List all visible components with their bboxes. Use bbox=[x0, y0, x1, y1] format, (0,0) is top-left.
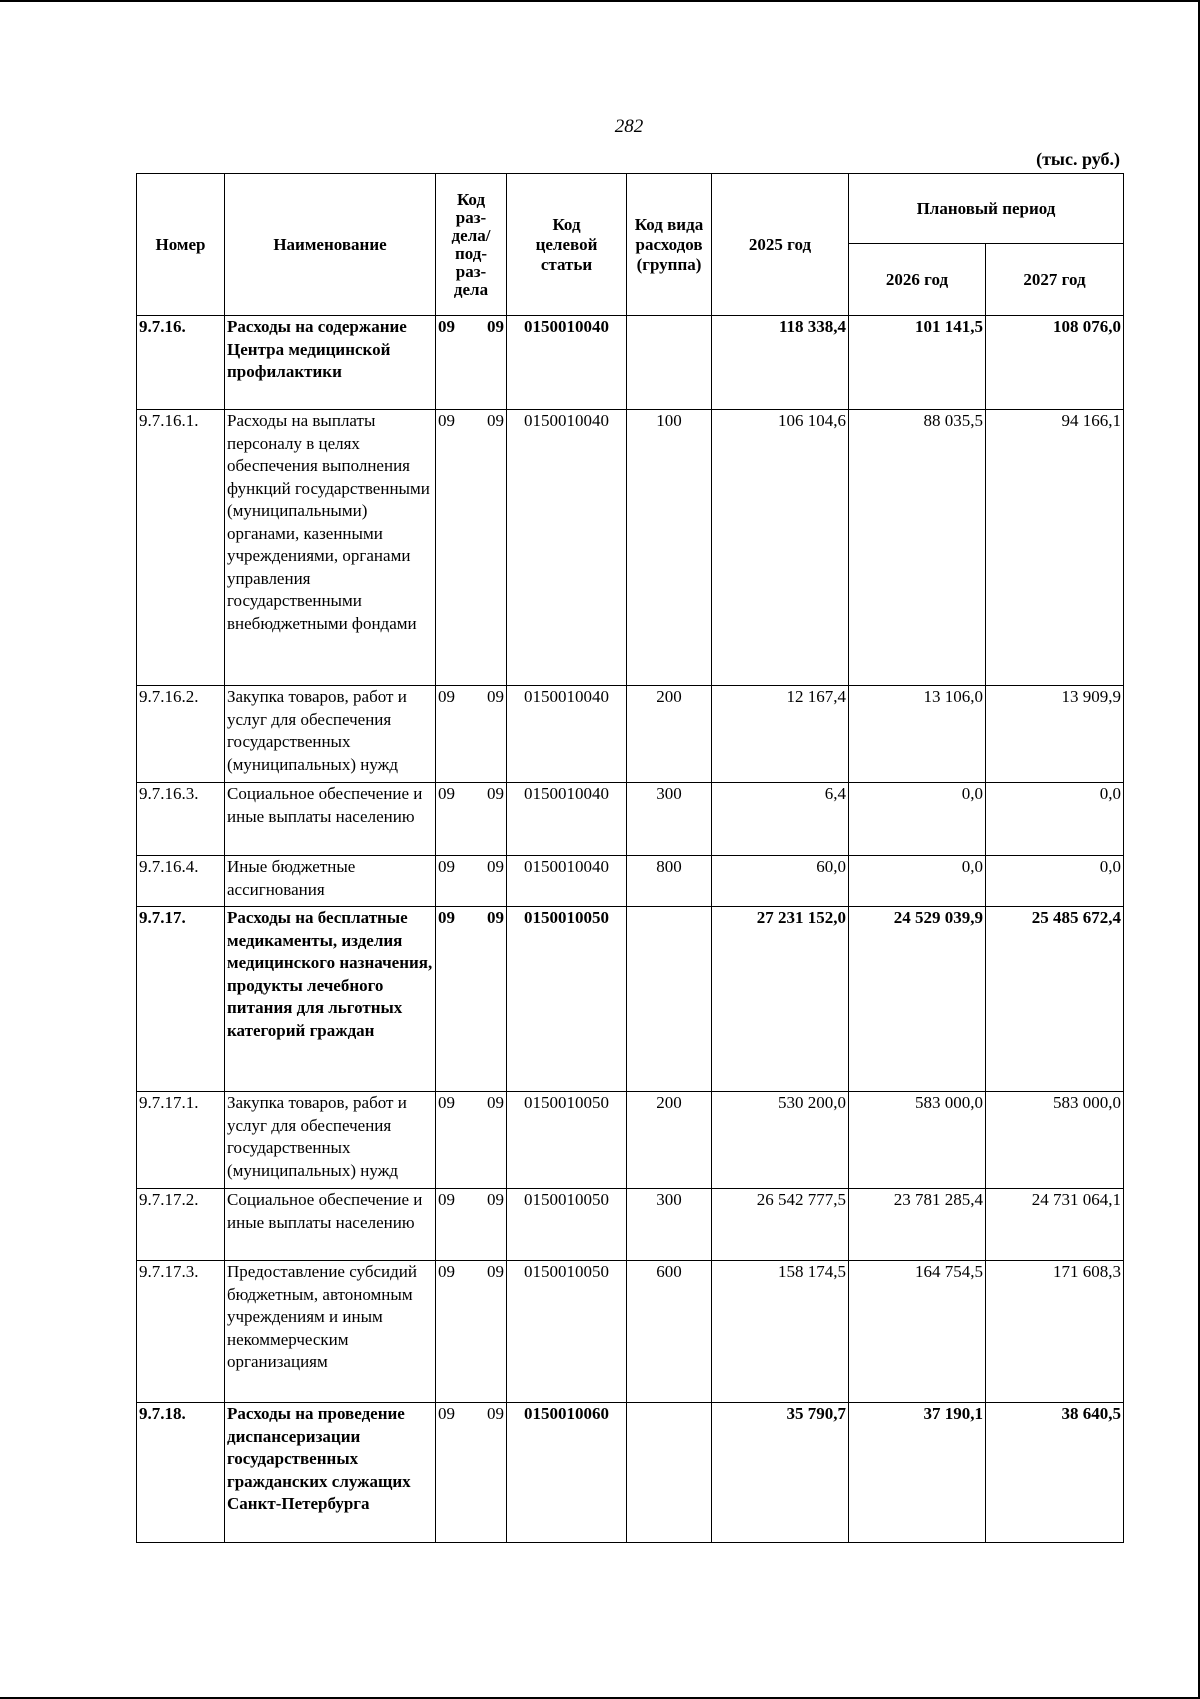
row-name: Закупка товаров, работ и услуг для обеспечения государственных (муниципальных) нужд bbox=[225, 1092, 436, 1189]
row-target-code: 0150010040 bbox=[507, 686, 627, 783]
row-name: Иные бюджетные ассигнования bbox=[225, 856, 436, 907]
row-expense-type: 200 bbox=[627, 1092, 712, 1189]
row-2027: 583 000,0 bbox=[986, 1092, 1124, 1189]
row-name: Расходы на проведение диспансеризации государственных гражданских служащих Санкт-Петербурга bbox=[225, 1403, 436, 1543]
row-2026: 101 141,5 bbox=[849, 316, 986, 410]
row-expense-type: 200 bbox=[627, 686, 712, 783]
row-number: 9.7.17.3. bbox=[137, 1261, 225, 1403]
row-expense-type: 300 bbox=[627, 1189, 712, 1261]
row-2025: 118 338,4 bbox=[712, 316, 849, 410]
row-2025: 60,0 bbox=[712, 856, 849, 907]
table-row bbox=[137, 316, 1124, 410]
row-name: Социальное обеспечение и иные выплаты населению bbox=[225, 1189, 436, 1261]
row-target-code: 0150010040 bbox=[507, 316, 627, 410]
row-target-code: 0150010040 bbox=[507, 856, 627, 907]
row-name: Расходы на содержание Центра медицинской профилактики bbox=[225, 316, 436, 410]
row-2027: 13 909,9 bbox=[986, 686, 1124, 783]
row-name: Расходы на выплаты персоналу в целях обеспечения выполнения функций государственными (муниципальными) органами, казенными учреждениями, органами управления государственными внебюджетными фондами bbox=[225, 410, 436, 686]
row-section-code: 09 09 bbox=[436, 783, 507, 856]
row-expense-type bbox=[627, 907, 712, 1092]
row-expense-type bbox=[627, 1403, 712, 1543]
row-2026: 164 754,5 bbox=[849, 1261, 986, 1403]
row-2025: 27 231 152,0 bbox=[712, 907, 849, 1092]
row-number: 9.7.16.4. bbox=[137, 856, 225, 907]
row-expense-type: 600 bbox=[627, 1261, 712, 1403]
header-year-2027: 2027 год bbox=[986, 244, 1124, 316]
row-number: 9.7.16.3. bbox=[137, 783, 225, 856]
row-expense-type: 300 bbox=[627, 783, 712, 856]
row-number: 9.7.17.2. bbox=[137, 1189, 225, 1261]
row-number: 9.7.16.1. bbox=[137, 410, 225, 686]
row-name: Закупка товаров, работ и услуг для обеспечения государственных (муниципальных) нужд bbox=[225, 686, 436, 783]
row-section-code: 09 09 bbox=[436, 1261, 507, 1403]
table-row bbox=[137, 1092, 1124, 1189]
row-2025: 26 542 777,5 bbox=[712, 1189, 849, 1261]
row-2026: 37 190,1 bbox=[849, 1403, 986, 1543]
row-2027: 24 731 064,1 bbox=[986, 1189, 1124, 1261]
row-2027: 0,0 bbox=[986, 856, 1124, 907]
row-target-code: 0150010040 bbox=[507, 410, 627, 686]
row-2026: 23 781 285,4 bbox=[849, 1189, 986, 1261]
row-number: 9.7.17.1. bbox=[137, 1092, 225, 1189]
row-2027: 0,0 bbox=[986, 783, 1124, 856]
row-section-code: 09 09 bbox=[436, 316, 507, 410]
table-row bbox=[137, 1189, 1124, 1261]
row-2026: 583 000,0 bbox=[849, 1092, 986, 1189]
row-2027: 25 485 672,4 bbox=[986, 907, 1124, 1092]
header-number: Номер bbox=[137, 174, 225, 316]
table-row bbox=[137, 410, 1124, 686]
row-section-code: 09 09 bbox=[436, 1403, 507, 1543]
row-target-code: 0150010050 bbox=[507, 1189, 627, 1261]
page-number: 282 bbox=[614, 116, 644, 137]
row-section-code: 09 09 bbox=[436, 1189, 507, 1261]
row-expense-type bbox=[627, 316, 712, 410]
row-2026: 0,0 bbox=[849, 783, 986, 856]
row-target-code: 0150010050 bbox=[507, 907, 627, 1092]
row-2026: 13 106,0 bbox=[849, 686, 986, 783]
units-label: (тыс. руб.) bbox=[1036, 149, 1120, 169]
header-target-code: Код целевой статьи bbox=[507, 174, 627, 316]
header-name: Наименование bbox=[225, 174, 436, 316]
table-row bbox=[137, 686, 1124, 783]
row-2026: 24 529 039,9 bbox=[849, 907, 986, 1092]
row-2025: 35 790,7 bbox=[712, 1403, 849, 1543]
row-section-code: 09 09 bbox=[436, 856, 507, 907]
table-row bbox=[137, 1261, 1124, 1403]
header-section-code: Код раз- дела/ под- раз- дела bbox=[436, 174, 507, 316]
table-body bbox=[137, 316, 1124, 1543]
header-year-2025: 2025 год bbox=[712, 174, 849, 316]
row-2027: 108 076,0 bbox=[986, 316, 1124, 410]
row-target-code: 0150010060 bbox=[507, 1403, 627, 1543]
row-section-code: 09 09 bbox=[436, 907, 507, 1092]
row-name: Предоставление субсидий бюджетным, автономным учреждениям и иным некоммерческим организациям bbox=[225, 1261, 436, 1403]
row-number: 9.7.16. bbox=[137, 316, 225, 410]
row-section-code: 09 09 bbox=[436, 686, 507, 783]
row-target-code: 0150010040 bbox=[507, 783, 627, 856]
row-name: Социальное обеспечение и иные выплаты населению bbox=[225, 783, 436, 856]
table-row bbox=[137, 907, 1124, 1092]
row-number: 9.7.16.2. bbox=[137, 686, 225, 783]
row-name: Расходы на бесплатные медикаменты, изделия медицинского назначения, продукты лечебного питания для льготных категорий граждан bbox=[225, 907, 436, 1092]
table-row bbox=[137, 1403, 1124, 1543]
row-2025: 12 167,4 bbox=[712, 686, 849, 783]
table-row bbox=[137, 856, 1124, 907]
table-header bbox=[137, 174, 1124, 316]
header-expense-type: Код вида расходов (группа) bbox=[627, 174, 712, 316]
row-2027: 38 640,5 bbox=[986, 1403, 1124, 1543]
header-planning-period: Плановый период bbox=[849, 174, 1124, 244]
row-2025: 106 104,6 bbox=[712, 410, 849, 686]
row-target-code: 0150010050 bbox=[507, 1092, 627, 1189]
row-2025: 6,4 bbox=[712, 783, 849, 856]
row-section-code: 09 09 bbox=[436, 1092, 507, 1189]
row-2026: 0,0 bbox=[849, 856, 986, 907]
row-number: 9.7.17. bbox=[137, 907, 225, 1092]
row-2026: 88 035,5 bbox=[849, 410, 986, 686]
row-expense-type: 800 bbox=[627, 856, 712, 907]
row-number: 9.7.18. bbox=[137, 1403, 225, 1543]
header-year-2026: 2026 год bbox=[849, 244, 986, 316]
table-row bbox=[137, 783, 1124, 856]
row-2025: 530 200,0 bbox=[712, 1092, 849, 1189]
row-target-code: 0150010050 bbox=[507, 1261, 627, 1403]
budget-table bbox=[136, 173, 1124, 1543]
row-2027: 171 608,3 bbox=[986, 1261, 1124, 1403]
row-2025: 158 174,5 bbox=[712, 1261, 849, 1403]
row-2027: 94 166,1 bbox=[986, 410, 1124, 686]
row-section-code: 09 09 bbox=[436, 410, 507, 686]
row-expense-type: 100 bbox=[627, 410, 712, 686]
